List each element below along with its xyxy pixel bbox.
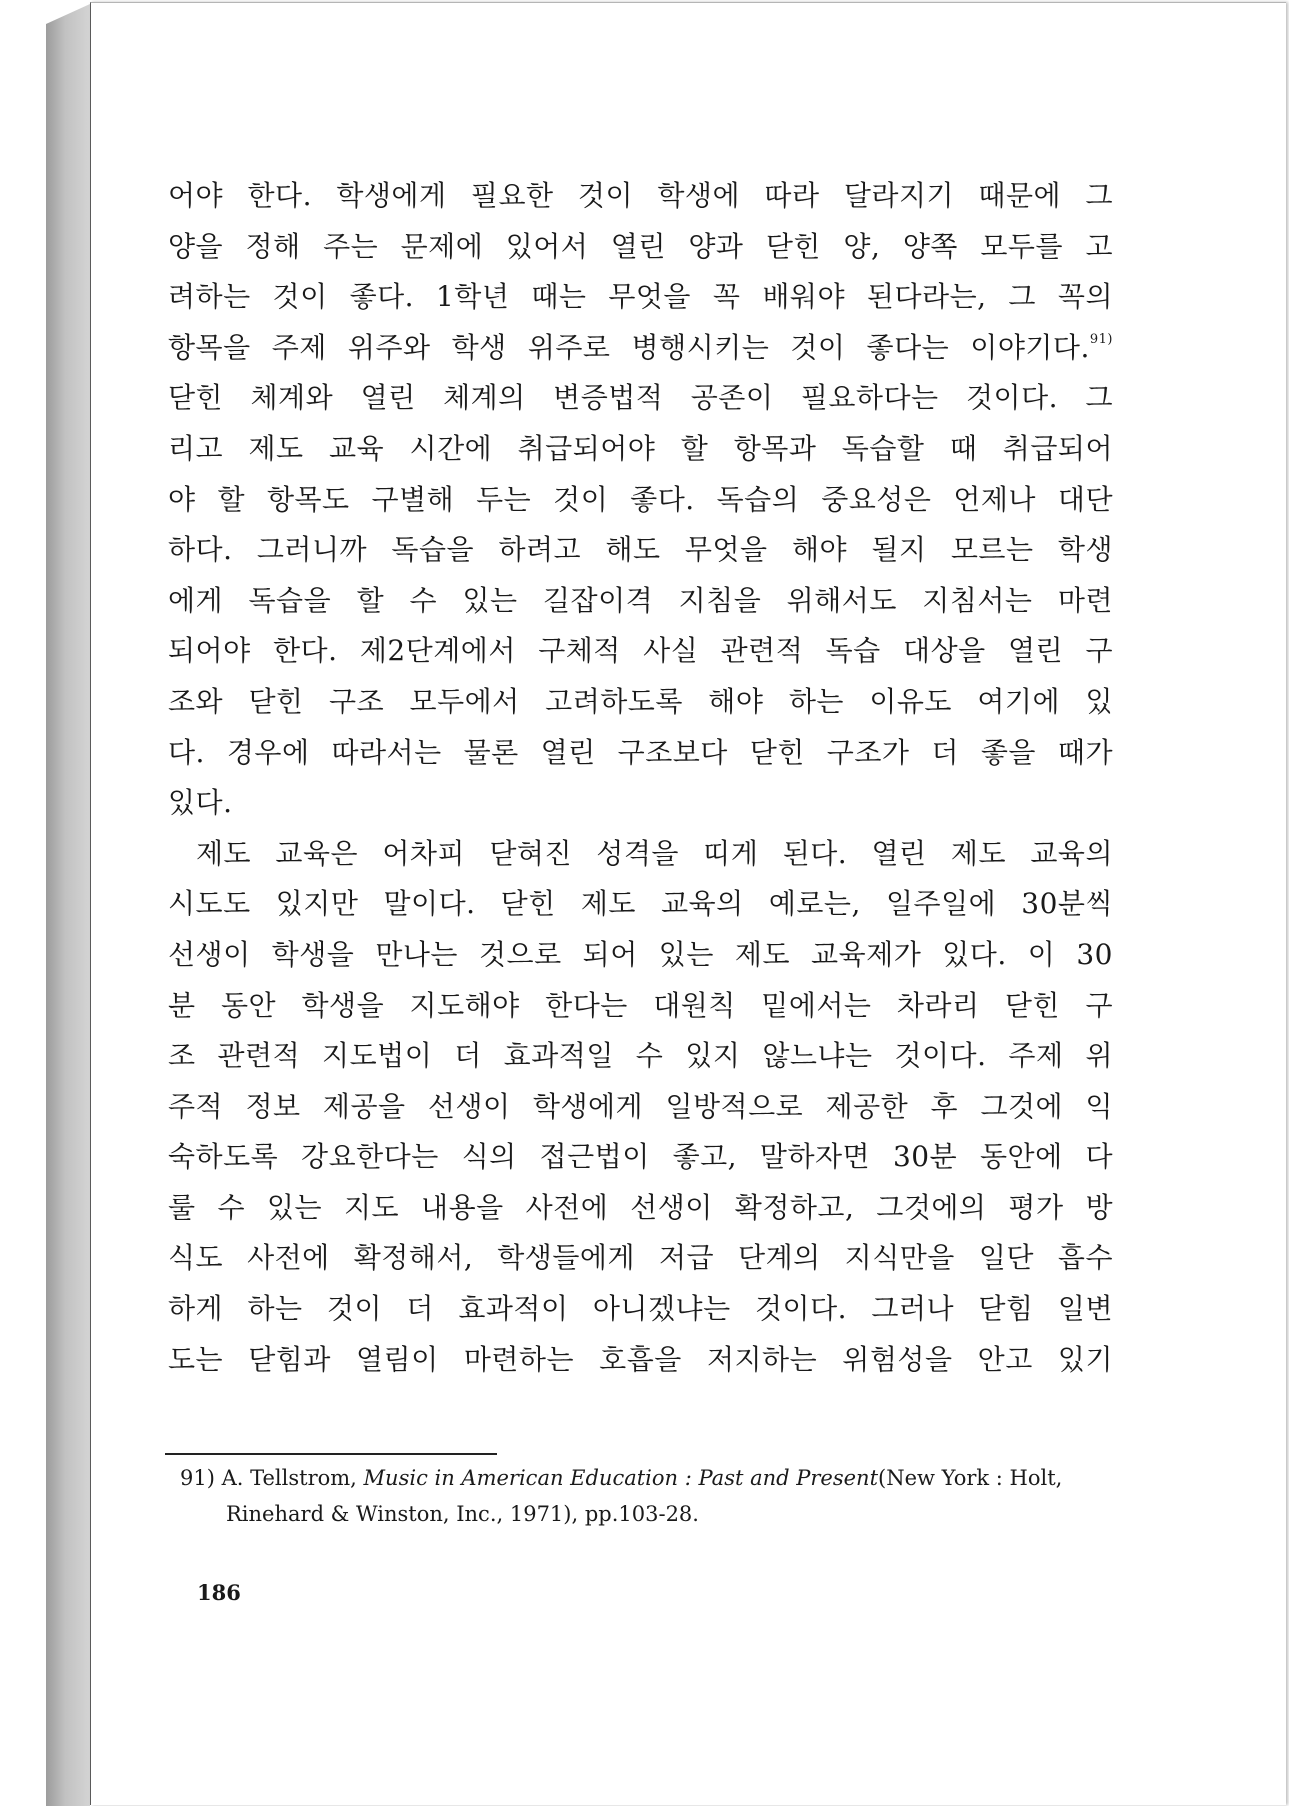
text-line: 주적 정보 제공을 선생이 학생에게 일방적으로 제공한 후 그것에 익 bbox=[168, 1089, 1113, 1123]
footnote-line-2: Rinehard & Winston, Inc., 1971), pp.103-28. bbox=[226, 1502, 699, 1526]
footnote-number: 91) bbox=[180, 1466, 215, 1490]
text-line: 룰 수 있는 지도 내용을 사전에 선생이 확정하고, 그것에의 평가 방 bbox=[168, 1190, 1113, 1224]
text-line: 선생이 학생을 만나는 것으로 되어 있는 제도 교육제가 있다. 이 30 bbox=[168, 937, 1113, 971]
text-line: 시도도 있지만 말이다. 닫힌 제도 교육의 예로는, 일주일에 30분씩 bbox=[168, 887, 1113, 921]
footnote-title: Music in American Education : Past and Present bbox=[363, 1466, 879, 1490]
footnote-reference: 91) bbox=[1089, 331, 1113, 347]
text-line: 하다. 그러니까 독습을 하려고 해도 무엇을 해야 될지 모르는 학생 bbox=[168, 533, 1113, 567]
footnote-line-1 bbox=[180, 1460, 1115, 1496]
text-line-with-footnote bbox=[168, 323, 1113, 374]
text-line: 양을 정해 주는 문제에 있어서 열린 양과 닫힌 양, 양쪽 모두를 고 bbox=[168, 229, 1113, 263]
text-line: 있다. bbox=[168, 786, 233, 820]
footnote bbox=[180, 1460, 1115, 1532]
text-line: 리고 제도 교육 시간에 취급되어야 할 항목과 독습할 때 취급되어 bbox=[168, 431, 1113, 465]
text-line: 다. 경우에 따라서는 물론 열린 구조보다 닫힌 구조가 더 좋을 때가 bbox=[168, 735, 1113, 769]
book-spine-edge bbox=[46, 4, 90, 1806]
text-line: 분 동안 학생을 지도해야 한다는 대원칙 밑에서는 차라리 닫힌 구 bbox=[168, 988, 1113, 1022]
text-line: 닫힌 체계와 열린 체계의 변증법적 공존이 필요하다는 것이다. 그 bbox=[168, 381, 1113, 415]
text-line: 려하는 것이 좋다. 1학년 때는 무엇을 꼭 배워야 된다라는, 그 꼭의 bbox=[168, 280, 1113, 314]
text-line-content: 항목을 주제 위주와 학생 위주로 병행시키는 것이 좋다는 이야기다. bbox=[168, 330, 1090, 364]
footnote-author: A. Tellstrom, bbox=[221, 1466, 357, 1490]
text-line: 야 할 항목도 구별해 두는 것이 좋다. 독습의 중요성은 언제나 대단 bbox=[168, 482, 1113, 516]
text-line: 식도 사전에 확정해서, 학생들에게 저급 단계의 지식만을 일단 흡수 bbox=[168, 1241, 1113, 1275]
footnote-divider bbox=[165, 1453, 497, 1455]
text-line: 조 관련적 지도법이 더 효과적일 수 있지 않느냐는 것이다. 주제 위 bbox=[168, 1039, 1113, 1073]
text-line: 조와 닫힌 구조 모두에서 고려하도록 해야 하는 이유도 여기에 있 bbox=[168, 684, 1113, 718]
text-line: 하게 하는 것이 더 효과적이 아니겠냐는 것이다. 그러나 닫힘 일변 bbox=[168, 1292, 1113, 1326]
footnote-publisher: (New York : Holt, bbox=[878, 1466, 1063, 1490]
text-line: 숙하도록 강요한다는 식의 접근법이 좋고, 말하자면 30분 동안에 다 bbox=[168, 1140, 1113, 1174]
text-line: 에게 독습을 할 수 있는 길잡이격 지침을 위해서도 지침서는 마련 bbox=[168, 583, 1113, 617]
paragraph-first-line: 제도 교육은 어차피 닫혀진 성격을 띠게 된다. 열린 제도 교육의 bbox=[196, 836, 1113, 870]
page-number: 186 bbox=[197, 1580, 241, 1605]
body-text bbox=[168, 171, 1113, 1385]
text-line: 어야 한다. 학생에게 필요한 것이 학생에 따라 달라지기 때문에 그 bbox=[168, 179, 1113, 212]
text-line: 되어야 한다. 제2단계에서 구체적 사실 관련적 독습 대상을 열린 구 bbox=[168, 634, 1113, 668]
text-line: 도는 닫힘과 열림이 마련하는 호흡을 저지하는 위험성을 안고 있기 bbox=[168, 1342, 1113, 1376]
